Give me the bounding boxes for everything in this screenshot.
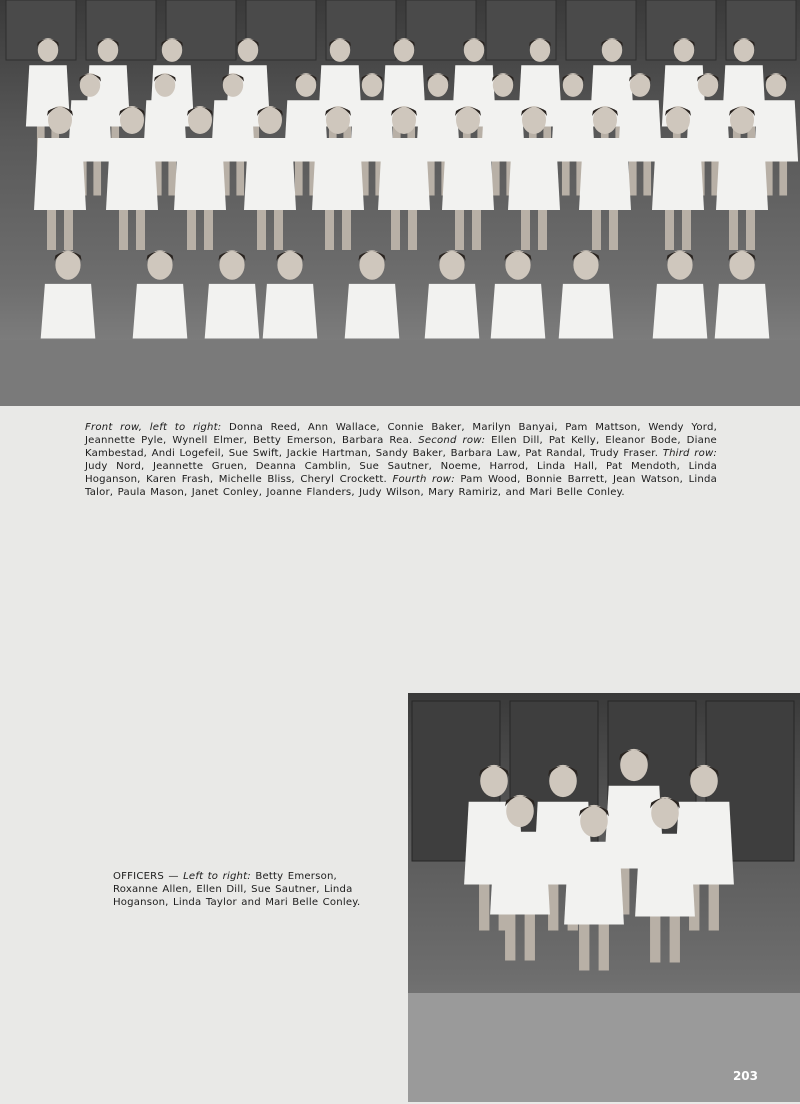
front-row-label: Front row, left to right:: [85, 422, 222, 433]
person-figure: [425, 250, 480, 338]
person-figure: [133, 250, 188, 338]
front-row-names: Donna Reed, Ann Wallace, Connie Baker, Marilyn Banyai, Pam Mattson, Wendy Yord, Jeannette Pyle, Wynell Elmer, Betty Emerson, Barbara Rea.: [85, 422, 717, 446]
group-photo-caption: [85, 421, 717, 499]
officers-names: Betty Emerson, Roxanne Allen, Ellen Dill, Sue Sautner, Linda Hoganson, Linda Taylor and Mari Belle Conley.: [113, 871, 361, 908]
person-figure: [345, 250, 400, 338]
officers-prefix: OFFICERS —: [113, 871, 184, 882]
third-row-names: Judy Nord, Jeannette Gruen, Deanna Camblin, Sue Sautner, Noeme, Harrod, Linda Hall, Pat Mendoth, Linda Hoganson, Karen Frash, Michelle Bliss, Cheryl Crockett.: [85, 461, 717, 485]
person-figure: [559, 250, 614, 338]
person-figure: [653, 250, 708, 338]
person-figure: [263, 250, 318, 338]
second-row-names: Ellen Dill, Pat Kelly, Eleanor Bode, Diane Kambestad, Andi Logefeil, Sue Swift, Jackie Hartman, Sandy Baker, Barbara Law, Pat Randal, Trudy Fraser.: [85, 435, 717, 459]
officers-caption: [113, 870, 381, 909]
page-number: 203: [732, 1069, 758, 1083]
person-figure: [41, 250, 96, 338]
person-figure: [715, 250, 770, 338]
fourth-row-label: Fourth row:: [386, 474, 455, 485]
second-row-label: Second row:: [412, 435, 486, 446]
group-photo: [0, 0, 800, 406]
person-figure: [205, 250, 260, 338]
group-photo-figures: [0, 0, 800, 406]
third-row-label: Third row:: [658, 448, 717, 459]
fourth-row-names: Pam Wood, Bonnie Barrett, Jean Watson, Linda Talor, Paula Mason, Janet Conley, Joanne Flanders, Judy Wilson, Mary Ramiriz, and Mari Belle Conley.: [85, 474, 717, 498]
officers-label: Left to right:: [183, 871, 251, 882]
person-figure: [491, 250, 546, 338]
officers-photo-figures: [408, 693, 800, 1102]
officers-photo: [408, 693, 800, 1102]
